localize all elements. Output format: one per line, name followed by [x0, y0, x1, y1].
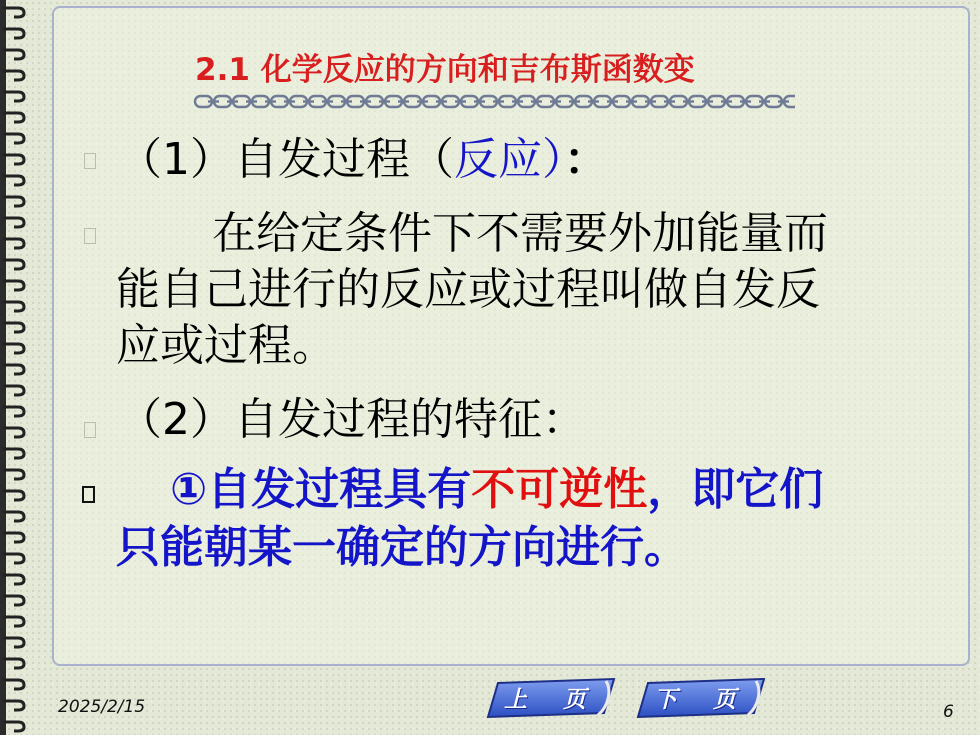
bullet-marker [84, 153, 96, 169]
binder-ring [3, 71, 24, 80]
binder-spiral [0, 0, 40, 735]
binder-ring [3, 281, 24, 290]
footer-date: 2025/2/15 [58, 697, 146, 717]
binder-ring [3, 344, 24, 353]
definition-line-3: 应或过程。 [116, 320, 336, 371]
p4-blue-text: ①自发过程具有 [170, 464, 472, 515]
binder-ring [3, 554, 24, 563]
p4-blue-text-2: ，即它们 [647, 464, 824, 515]
binder-ring [3, 596, 24, 605]
next-page-label: 下 页 [653, 686, 750, 713]
binder-ring [3, 50, 24, 59]
prev-page-label: 上 页 [503, 686, 600, 713]
bullet-marker [84, 422, 96, 438]
slide-title [195, 44, 815, 88]
title-number: 2.1 [195, 52, 250, 88]
chain-divider [193, 93, 795, 111]
binder-ring [3, 386, 24, 395]
bullet-marker [84, 228, 96, 244]
binder-ring [3, 365, 24, 374]
binder-ring [3, 239, 24, 248]
binder-ring [3, 197, 24, 206]
binder-ring [3, 29, 24, 38]
binder-ring [3, 302, 24, 311]
binder-ring [3, 134, 24, 143]
binder-ring [3, 449, 24, 458]
p4-red-text: 不可逆性 [471, 464, 648, 515]
binder-ring [3, 323, 24, 332]
next-page-button[interactable] [636, 677, 768, 719]
binder-ring [3, 533, 24, 542]
binder-ring [3, 470, 24, 479]
heading-characteristics: （2）自发过程的特征： [118, 394, 586, 445]
p1-blue-text: 反应） [454, 134, 564, 185]
binder-ring [3, 575, 24, 584]
binder-ring [3, 428, 24, 437]
bullet-marker [82, 486, 95, 503]
binder-ring [3, 617, 24, 626]
binder-ring [3, 176, 24, 185]
definition-line-1: 在给定条件下不需要外加能量而 [212, 208, 828, 259]
binder-ring [3, 113, 24, 122]
p1-colon: ： [564, 134, 608, 185]
prev-page-button[interactable] [486, 677, 618, 719]
binder-ring [3, 155, 24, 164]
binder-ring [3, 8, 24, 17]
binder-ring [3, 407, 24, 416]
binder-ring [3, 512, 24, 521]
characteristic-line-1 [170, 462, 823, 518]
binder-ring [3, 680, 24, 689]
heading-spontaneous-process [118, 132, 608, 188]
page-number: 6 [943, 702, 954, 722]
definition-line-2: 能自己进行的反应或过程叫做自发反 [116, 264, 820, 315]
binder-ring [3, 638, 24, 647]
binder-ring [3, 659, 24, 668]
binder-ring [3, 260, 24, 269]
binder-ring [3, 491, 24, 500]
p1-text: （1）自发过程（ [118, 134, 454, 185]
binder-ring [3, 218, 24, 227]
title-text: 化学反应的方向和吉布斯函数变 [260, 52, 695, 88]
binder-ring [3, 701, 24, 710]
characteristic-line-2: 只能朝某一确定的方向进行。 [116, 522, 688, 573]
binder-ring [3, 92, 24, 101]
binder-ring [3, 722, 24, 731]
